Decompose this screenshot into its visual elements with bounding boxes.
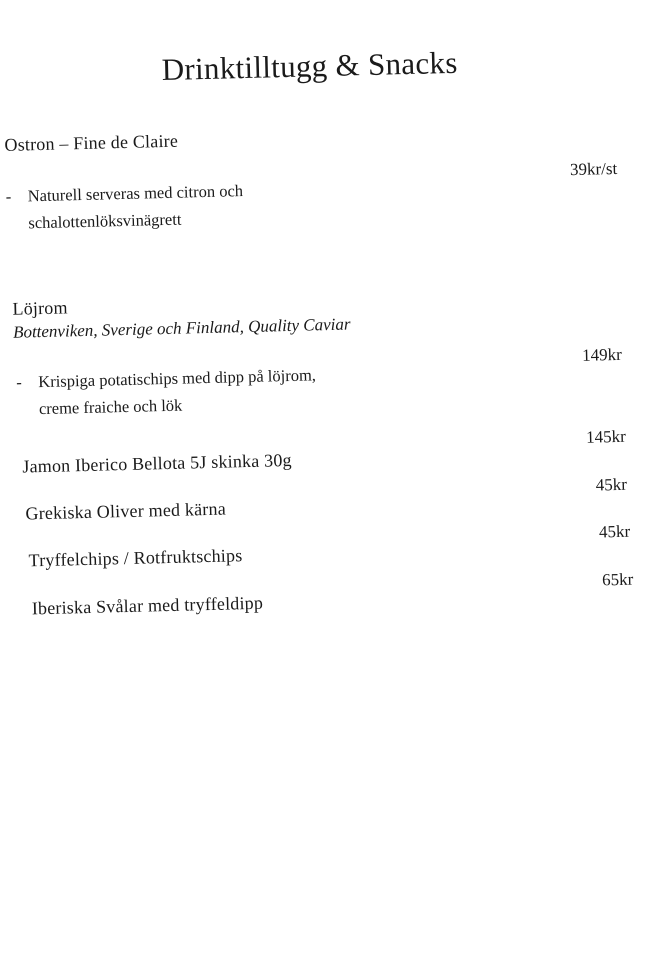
description-line: Naturell serveras med citron och — [27, 181, 244, 206]
description-line: Krispiga potatischips med dipp på löjrom, — [38, 365, 317, 392]
item-price-tryffelchips: 45kr — [598, 521, 631, 542]
item-subtitle-lojrom: Bottenviken, Sverige och Finland, Quality Caviar — [12, 314, 351, 342]
item-name-tryffelchips: Tryffelchips / Rotfruktschips — [28, 545, 243, 571]
item-name-ostron: Ostron – Fine de Claire — [4, 130, 179, 155]
bullet-dash: - — [16, 372, 23, 392]
item-name-oliver: Grekiska Oliver med kärna — [25, 498, 227, 524]
item-description-lojrom — [16, 361, 317, 422]
menu-title: Drinktilltugg & Snacks — [161, 44, 458, 88]
item-description-ostron — [5, 177, 244, 236]
description-line: schalottenlöksvinägrett — [28, 209, 182, 233]
item-name-jamon: Jamon Iberico Bellota 5J skinka 30g — [22, 449, 292, 477]
item-price-ostron: 39kr/st — [569, 158, 618, 180]
description-line: creme fraiche och lök — [38, 395, 183, 419]
item-price-lojrom: 149kr — [581, 344, 623, 365]
item-price-oliver: 45kr — [595, 474, 628, 495]
item-name-svalar: Iberiska Svålar med tryffeldipp — [31, 592, 264, 619]
item-name-lojrom: Löjrom — [12, 297, 68, 319]
item-price-jamon: 145kr — [585, 426, 627, 447]
item-price-svalar: 65kr — [601, 569, 634, 590]
bullet-dash: - — [5, 186, 12, 206]
